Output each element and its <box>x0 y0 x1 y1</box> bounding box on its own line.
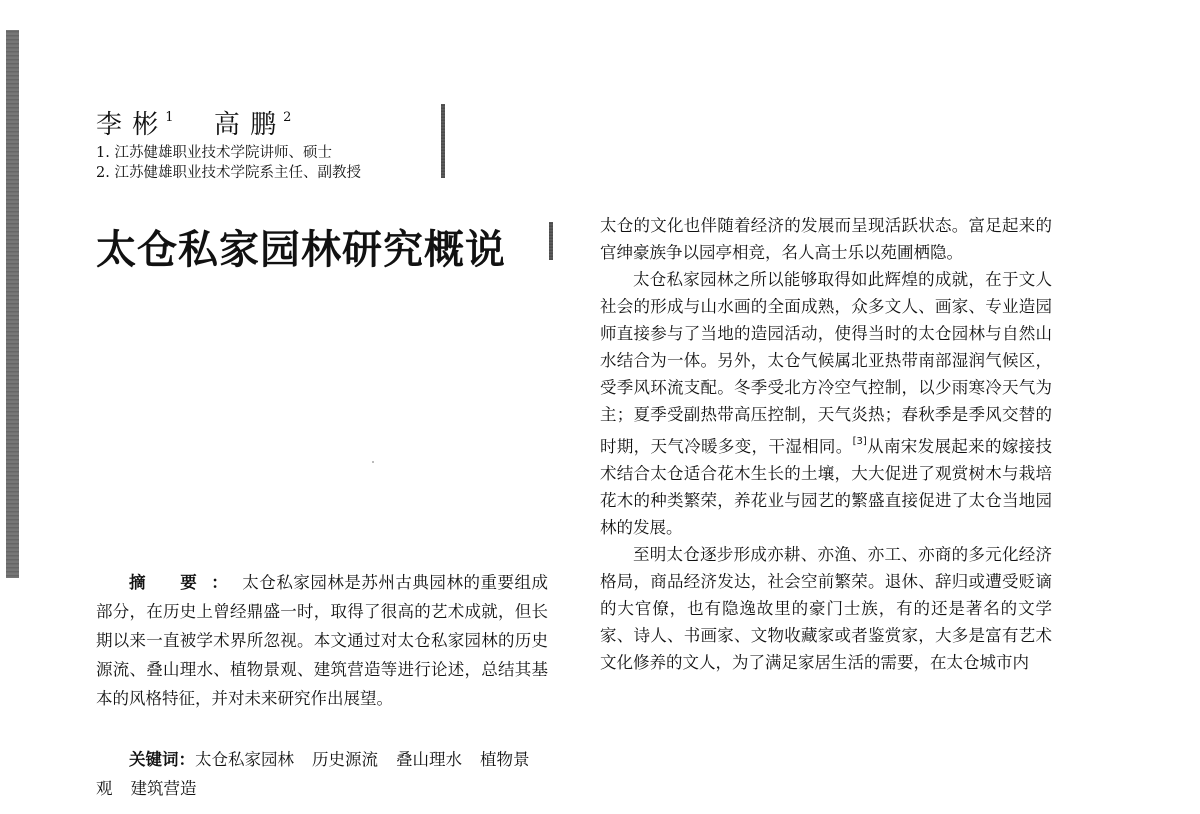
body-paragraph-1: 太仓的文化也伴随着经济的发展而呈现活跃状态。富足起来的官绅豪族争以园亭相竞，名人高士乐以苑圃栖隐。 <box>600 216 1052 262</box>
author-2: 高 鹏 $^2$ <box>213 110 293 140</box>
keyword: 历史源流 <box>312 750 378 769</box>
affiliations <box>96 143 361 183</box>
keyword: 建筑营造 <box>130 779 197 798</box>
author-1-affiliation-mark: 1 <box>165 110 175 125</box>
abstract <box>96 568 548 713</box>
abstract-label: 摘 要： <box>129 573 243 592</box>
paper-title: 太仓私家园林研究概说 <box>96 227 506 273</box>
author-block-rule <box>441 104 445 178</box>
keywords <box>96 745 548 803</box>
author-1: 李 彬 $^1$ <box>96 110 175 140</box>
keyword: 太仓私家园林 <box>195 750 294 769</box>
body-text-column <box>600 212 1052 814</box>
author-2-affiliation-mark: 2 <box>283 110 293 125</box>
body-paragraph-3: 至明太仓逐步形成亦耕、亦渔、亦工、亦商的多元化经济格局，商品经济发达，社会空前繁荣。退休、辞归或遭受贬谪的大官僚，也有隐逸故里的豪门士族，有的还是著名的文学家、诗人、书画家、文物收藏家或者鉴赏家，大多是富有艺术文化修养的文人，为了满足家居生活的需要，在太仓城市内 <box>600 545 1052 672</box>
body-paragraph-2: 太仓私家园林之所以能够取得如此辉煌的成就，在于文人社会的形成与山水画的全面成熟，众多文人、画家、专业造园师直接参与了当地的造园活动，使得当时的太仓园林与自然山水结合为一体。另外，太仓气候属北亚热带南部湿润气候区，受季风环流支配。冬季受北方冷空气控制，以少雨寒冷天气为主；夏季受副热带高压控制，天气炎热；春秋季是季风交替的时期，天气冷暖多变，干湿相同。[3]从南宋发展起来的嫁接技术结合太仓适合花木生长的土壤，大大促进了观赏树木与栽培花木的种类繁荣，养花业与园艺的繁盛直接促进了太仓当地园林的发展。 <box>600 270 1052 537</box>
affiliation-1: 1. 江苏健雄职业技术学院讲师、硕士 <box>96 145 332 161</box>
keyword: 叠山理水 <box>396 750 462 769</box>
affiliation-2: 2. 江苏健雄职业技术学院系主任、副教授 <box>96 165 361 181</box>
title-rule <box>549 222 553 260</box>
scan-speck <box>372 461 374 463</box>
keyword: 植物景观 <box>96 750 530 798</box>
keywords-label: 关键词： <box>129 750 195 769</box>
author-line <box>96 104 322 141</box>
abstract-text: 太仓私家园林是苏州古典园林的重要组成部分，在历史上曾经鼎盛一时，取得了很高的艺术成就，但长期以来一直被学术界所忽视。本文通过对太仓私家园林的历史源流、叠山理水、植物景观、建筑营造等进行论述，总结其基本的风格特征，并对未来研究作出展望。 <box>96 573 548 708</box>
scan-edge-shadow <box>6 30 19 578</box>
citation-mark: [3] <box>852 436 867 447</box>
